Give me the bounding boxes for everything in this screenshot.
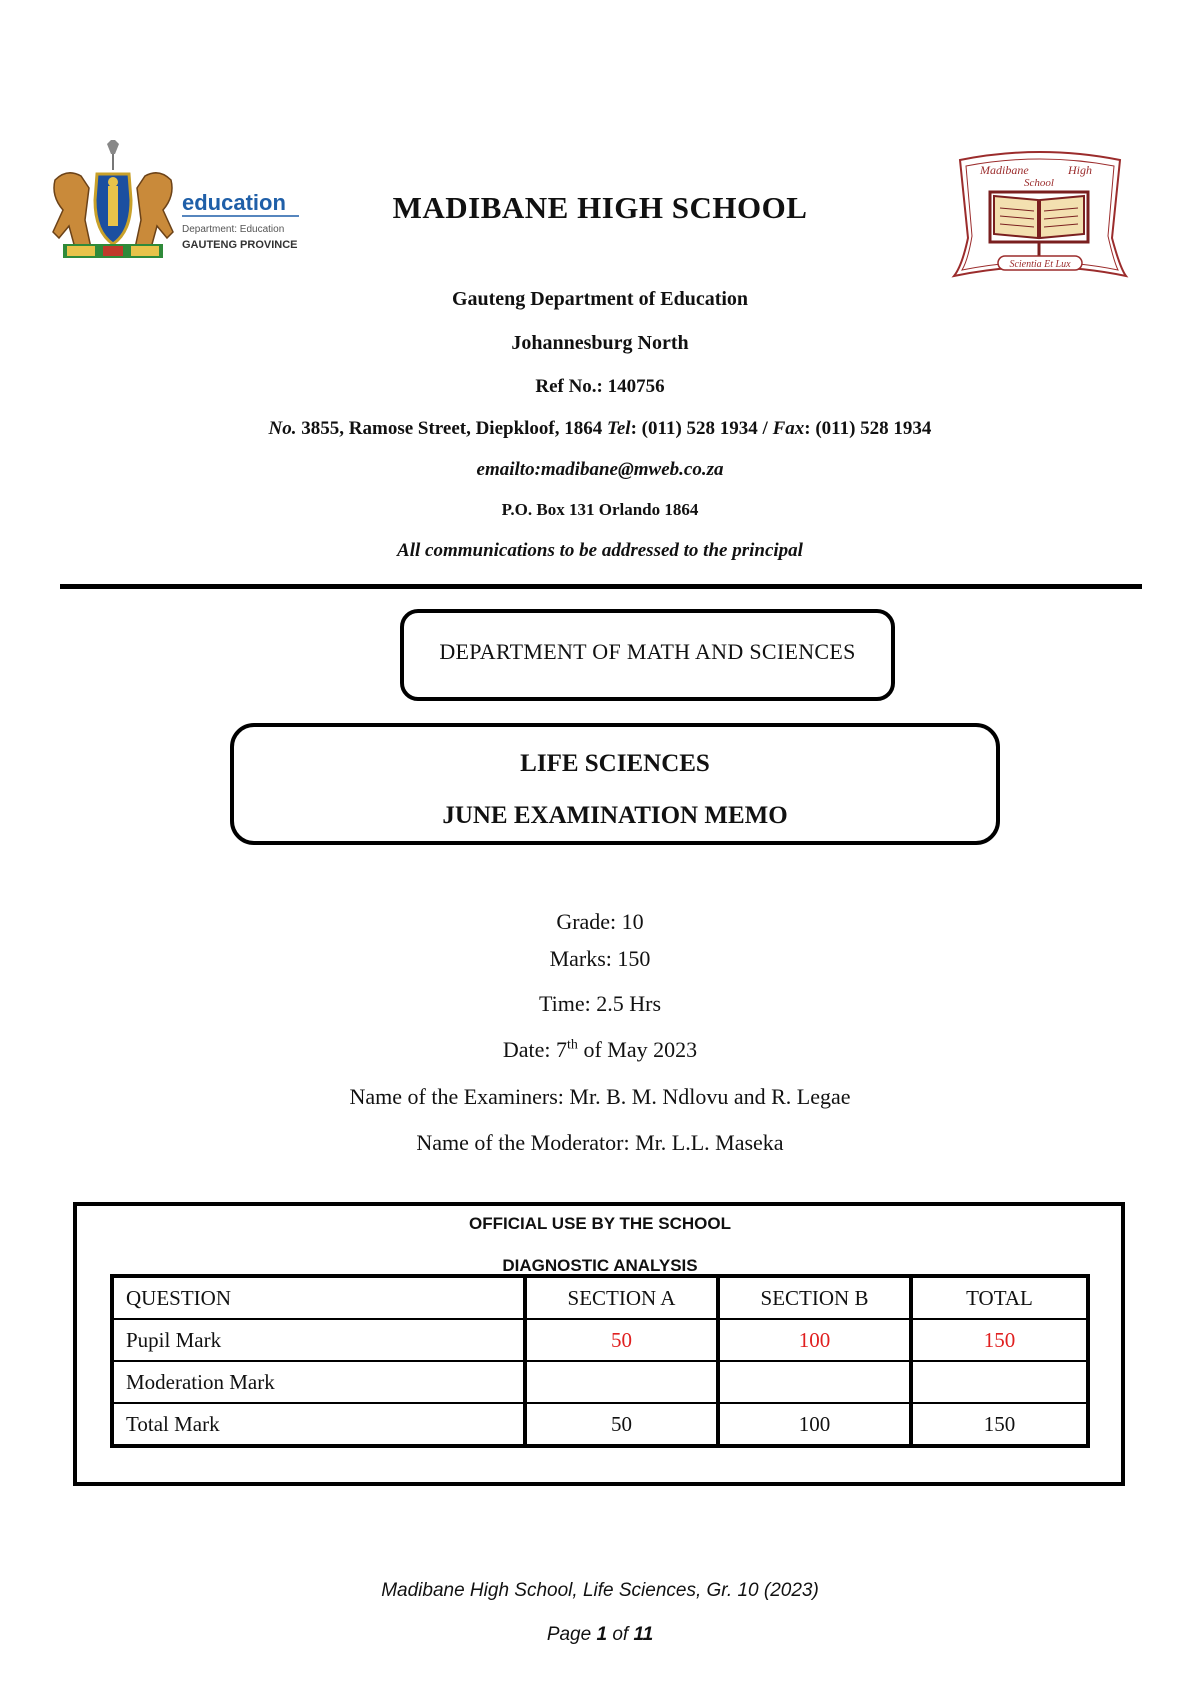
address-main: 3855, Ramose Street, Diepkloof, 1864 — [296, 418, 608, 439]
moderation-mark-section-b — [718, 1361, 911, 1403]
paper-title: JUNE EXAMINATION MEMO — [442, 802, 788, 829]
page-total: 11 — [633, 1624, 654, 1645]
footer-title: Madibane High School, Life Sciences, Gr. 10 (2023) — [381, 1580, 819, 1601]
row-label: Total Mark — [112, 1403, 525, 1446]
total-mark-total: 150 — [911, 1403, 1088, 1446]
page-number — [0, 1624, 1200, 1646]
moderator: Name of the Moderator: Mr. L.L. Maseka — [416, 1130, 784, 1155]
school-name: MADIBANE HIGH SCHOOL — [392, 190, 808, 225]
diagnostic-analysis-title: DIAGNOSTIC ANALYSIS — [502, 1256, 698, 1275]
department-box-label: DEPARTMENT OF MATH AND SCIENCES — [439, 639, 856, 664]
fax-label: Fax — [772, 418, 805, 439]
date-suffix: of May 2023 — [577, 1037, 698, 1062]
header-section-a: SECTION A — [525, 1276, 718, 1319]
date-prefix: Date: 7 — [502, 1037, 568, 1062]
tel-value: : (011) 528 1934 / — [630, 418, 773, 439]
svg-text:GAUTENG PROVINCE: GAUTENG PROVINCE — [182, 239, 298, 251]
page-current: 1 — [596, 1624, 608, 1645]
moderation-mark-section-a — [525, 1361, 718, 1403]
svg-text:School: School — [1024, 177, 1054, 189]
row-label: Pupil Mark — [112, 1319, 525, 1361]
marks: Marks: 150 — [549, 946, 651, 971]
communications-note: All communications to be addressed to the principal — [397, 540, 803, 561]
fax-value: : (011) 528 1934 — [804, 418, 932, 439]
table-header-row — [112, 1276, 1088, 1319]
pupil-mark-section-a: 50 — [525, 1319, 718, 1361]
page-of: of — [607, 1624, 634, 1645]
grade: Grade: 10 — [556, 909, 644, 934]
header-section-b: SECTION B — [718, 1276, 911, 1319]
header-question: QUESTION — [112, 1276, 525, 1319]
row-label: Moderation Mark — [112, 1361, 525, 1403]
time: Time: 2.5 Hrs — [538, 991, 662, 1016]
date-suffix-sup: th — [567, 1037, 578, 1053]
subject-title: LIFE SCIENCES — [520, 750, 710, 777]
table-row — [112, 1361, 1088, 1403]
svg-text:Department: Education: Department: Education — [182, 224, 285, 235]
reference-number: Ref No.: 140756 — [535, 376, 665, 397]
district-name: Johannesburg North — [511, 332, 689, 354]
header-total: TOTAL — [911, 1276, 1088, 1319]
svg-text:Scientia Et Lux: Scientia Et Lux — [1009, 259, 1071, 270]
header-divider — [60, 584, 1142, 589]
moderation-mark-total — [911, 1361, 1088, 1403]
department-name: Gauteng Department of Education — [451, 288, 749, 310]
table-row — [112, 1403, 1088, 1446]
address-no-label: No. — [268, 418, 297, 439]
official-use-title: OFFICIAL USE BY THE SCHOOL — [469, 1214, 731, 1233]
page-word: Page — [546, 1624, 597, 1645]
exam-date — [0, 1037, 1200, 1063]
po-box: P.O. Box 131 Orlando 1864 — [501, 500, 699, 519]
svg-text:High: High — [1068, 163, 1092, 177]
pupil-mark-section-b: 100 — [718, 1319, 911, 1361]
svg-text:education: education — [182, 190, 286, 215]
school-email-link[interactable]: emailto:madibane@mweb.co.za — [476, 459, 724, 480]
examiners: Name of the Examiners: Mr. B. M. Ndlovu and R. Legae — [349, 1084, 851, 1109]
exam-title-box — [230, 723, 1000, 845]
svg-text:Madibane: Madibane — [980, 163, 1029, 177]
total-mark-section-a: 50 — [525, 1403, 718, 1446]
total-mark-section-b: 100 — [718, 1403, 911, 1446]
pupil-mark-total: 150 — [911, 1319, 1088, 1361]
table-row — [112, 1319, 1088, 1361]
diagnostic-table — [110, 1274, 1090, 1448]
department-box — [400, 609, 895, 701]
tel-label: Tel — [607, 418, 631, 439]
school-address — [0, 418, 1200, 440]
